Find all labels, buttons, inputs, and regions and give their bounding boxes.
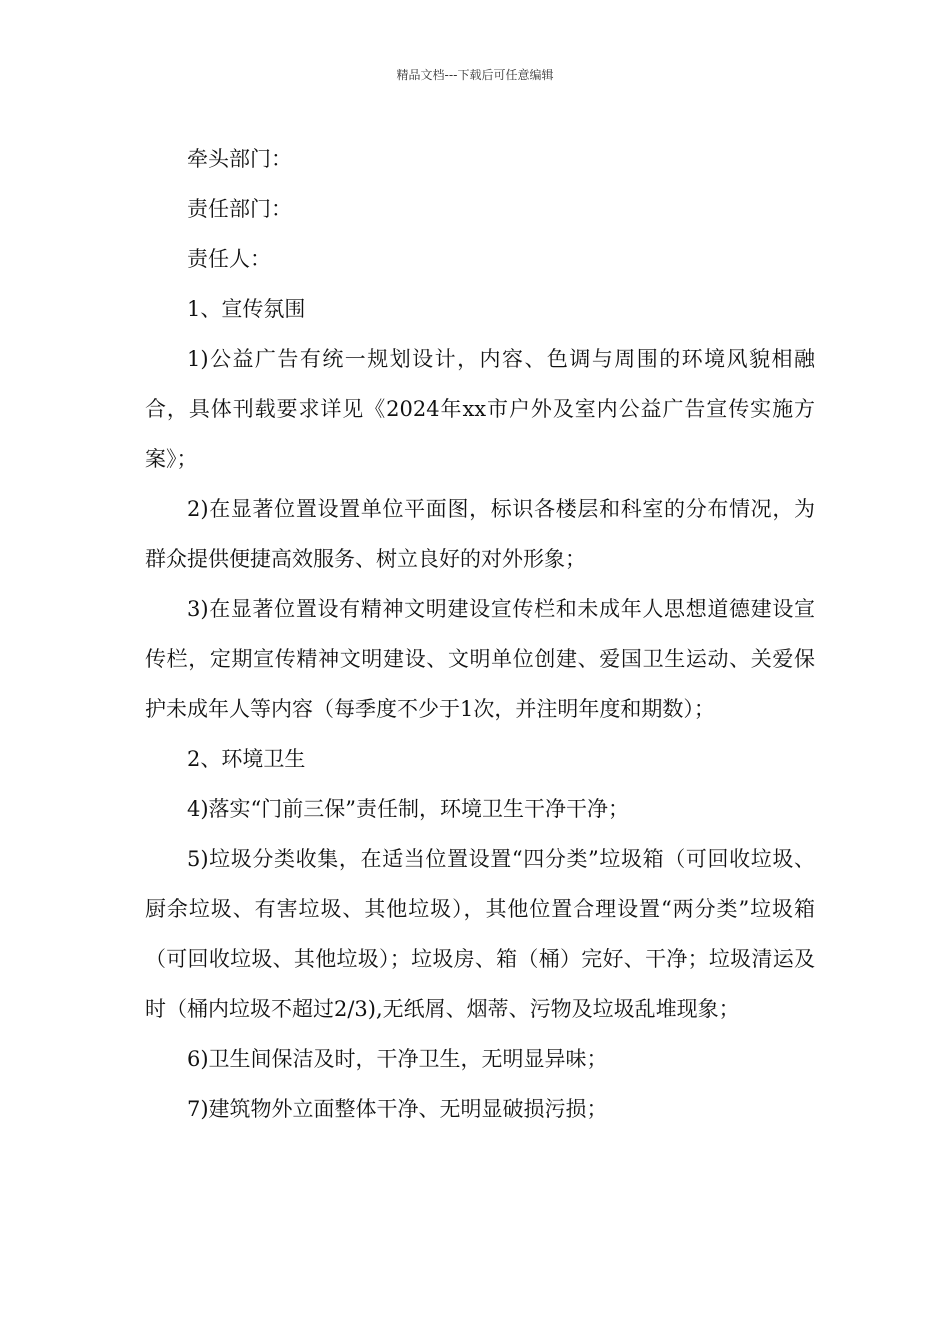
item-2-paragraph: 2)在显著位置设置单位平面图，标识各楼层和科室的分布情况，为群众提供便捷高效服务、树立良好的对外形象；: [145, 497, 815, 571]
responsible-department-line: 责任部门：: [187, 197, 292, 221]
responsible-person-line: 责任人：: [187, 247, 271, 271]
item-4-paragraph: 4)落实“门前三保”责任制，环境卫生干净干净；: [187, 797, 630, 821]
section-heading-publicity: 1、宣传氛围: [187, 297, 306, 321]
section-heading-environment: 2、环境卫生: [187, 747, 306, 771]
lead-department-line: 牵头部门：: [187, 147, 292, 171]
item-5-paragraph: 5)垃圾分类收集，在适当位置设置“四分类”垃圾箱（可回收垃圾、厨余垃圾、有害垃圾、其他垃圾），其他位置合理设置“两分类”垃圾箱（可回收垃圾、其他垃圾）；垃圾房、箱（桶）完好、干净；垃圾清运及时（桶内垃圾不超过2/3),无纸屑、烟蒂、污物及垃圾乱堆现象；: [145, 847, 815, 1021]
item-1-paragraph: 1)公益广告有统一规划设计，内容、色调与周围的环境风貌相融合，具体刊载要求详见《2024年xx市户外及室内公益广告宣传实施方案》；: [145, 347, 815, 471]
page-header: 精品文档---下载后可任意编辑: [396, 68, 554, 82]
item-6-paragraph: 6)卫生间保洁及时，干净卫生，无明显异味；: [187, 1047, 608, 1071]
document-body: [145, 134, 815, 1134]
item-3-paragraph: 3)在显著位置设有精神文明建设宣传栏和未成年人思想道德建设宣传栏，定期宣传精神文明建设、文明单位创建、爱国卫生运动、关爱保护未成年人等内容（每季度不少于1次，并注明年度和期数）；: [145, 597, 815, 721]
item-7-paragraph: 7)建筑物外立面整体干净、无明显破损污损；: [187, 1097, 608, 1121]
